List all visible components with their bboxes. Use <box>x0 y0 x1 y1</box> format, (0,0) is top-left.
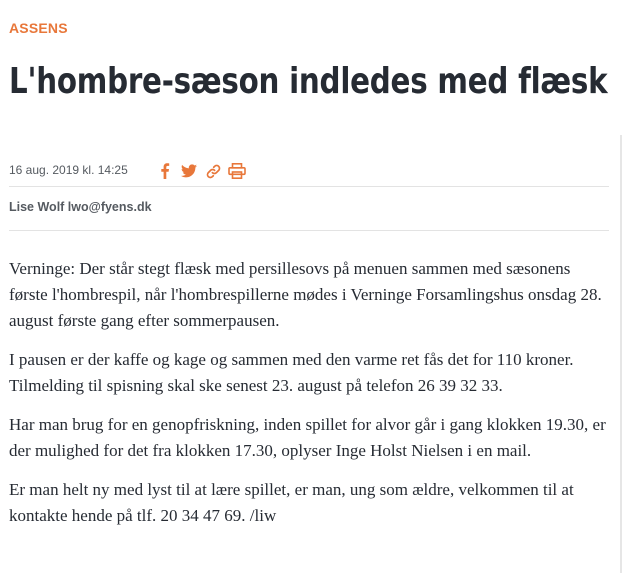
facebook-icon[interactable] <box>156 162 174 180</box>
section-kicker[interactable]: ASSENS <box>9 20 68 36</box>
twitter-icon[interactable] <box>180 162 198 180</box>
link-icon[interactable] <box>204 162 222 180</box>
divider <box>9 230 609 231</box>
meta-row <box>9 160 609 184</box>
paragraph: Er man helt ny med lyst til at lære spillet, er man, ung som ældre, velkommen til at kontakte hende på tlf. 20 34 47 69. /liw <box>9 480 574 525</box>
paragraph: I pausen er der kaffe og kage og sammen med den varme ret fås det for 110 kroner. Tilmelding til spisning skal ske senest 23. august på telefon 26 39 32 33. <box>9 350 574 395</box>
article-headline: L'hombre-sæson indledes med flæsk <box>9 61 608 102</box>
divider <box>9 186 609 187</box>
publish-date: 16 aug. 2019 kl. 14:25 <box>9 163 128 177</box>
byline[interactable]: Lise Wolf lwo@fyens.dk <box>9 200 152 214</box>
sidebar-border <box>620 135 622 573</box>
paragraph: Verninge: Der står stegt flæsk med persillesovs på menuen sammen med sæsonens første l'hombrespil, når l'hombrespillerne mødes i Verninge Forsamlingshus onsdag 28. august første gang efter sommerpausen. <box>9 259 602 330</box>
article-body <box>9 256 609 542</box>
share-bar <box>156 162 246 180</box>
print-icon[interactable] <box>228 162 246 180</box>
paragraph: Har man brug for en genopfriskning, inden spillet for alvor går i gang klokken 19.30, er der mulighed for det fra klokken 17.30, oplyser Inge Holst Nielsen i en mail. <box>9 415 606 460</box>
